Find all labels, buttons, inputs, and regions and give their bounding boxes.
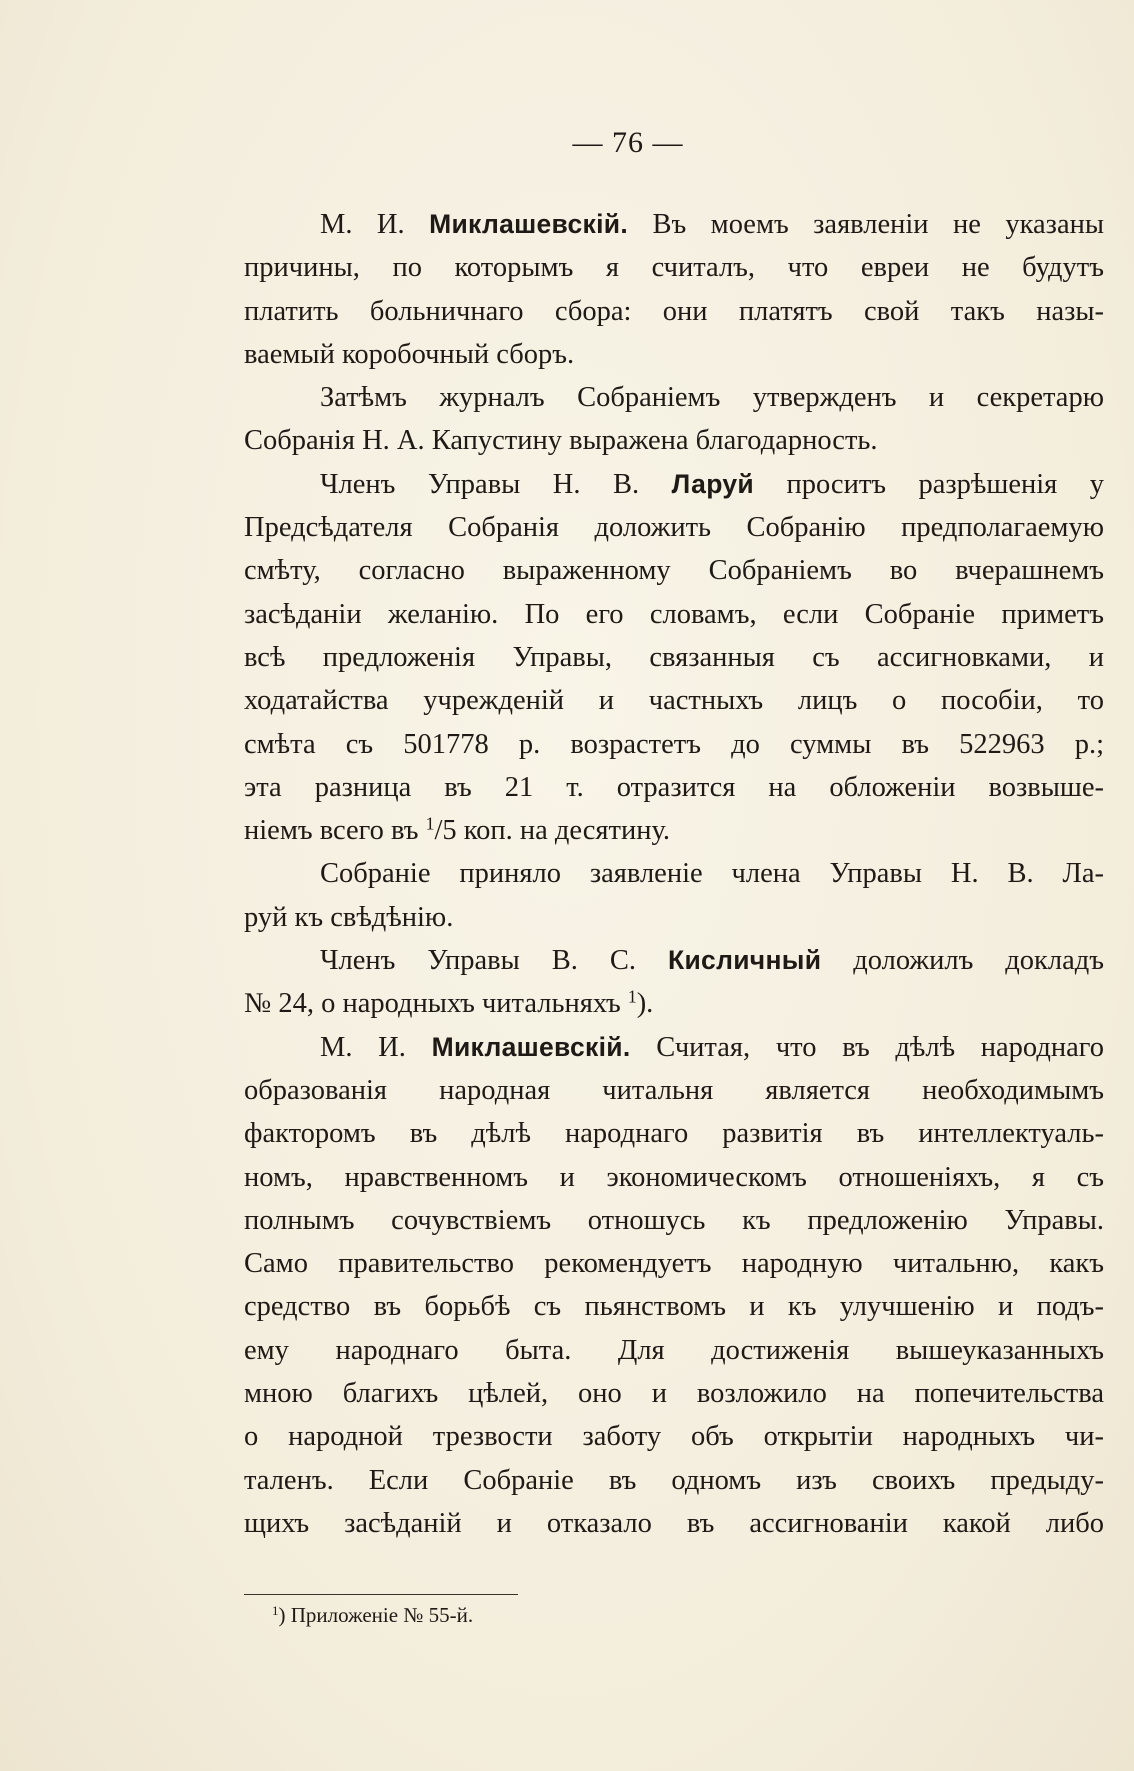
- speaker-name: Ларуй: [671, 468, 754, 499]
- text-line: причины, по которымъ я считалъ, что евреи не будутъ: [244, 252, 1104, 284]
- body-text: [244, 203, 1104, 1545]
- text-line: Собранія Н. А. Капустину выражена благодарность.: [244, 425, 878, 457]
- fraction: $^1$/5: [425, 813, 457, 847]
- text-line: М. И. Миклашевскій. Считая, что въ дѣлѣ народнаго: [320, 1031, 1104, 1063]
- text-line: ваемый коробочный сборъ.: [244, 338, 575, 370]
- text-line: Членъ Управы Н. В. Ларуй проситъ разрѣшенія у: [320, 468, 1105, 500]
- text-line: руй къ свѣдѣнію.: [244, 901, 454, 933]
- text-line: образованія народная читальня является необходимымъ: [244, 1074, 1104, 1106]
- text-line: Предсѣдателя Собранія доложить Собранію предполагаемую: [244, 512, 1104, 544]
- text-line: о народной трезвости заботу объ открытіи народныхъ чи-: [244, 1421, 1104, 1453]
- text-line: платить больничнаго сбора: они платятъ свой такъ назы-: [244, 295, 1104, 327]
- text-line: ему народнаго быта. Для достиженія вышеуказанныхъ: [244, 1334, 1104, 1366]
- footnote-mark: 1: [272, 1602, 279, 1618]
- footnote-reference: 1: [627, 986, 637, 1007]
- text-line: средство въ борьбѣ съ пьянствомъ и къ улучшенію и подъ-: [244, 1291, 1104, 1323]
- text-line: Собраніе приняло заявленіе члена Управы Н. В. Ла-: [320, 858, 1104, 890]
- text-line: таленъ. Если Собраніе въ одномъ изъ своихъ предыду-: [244, 1464, 1104, 1496]
- text-line: смѣту, согласно выраженному Собраніемъ во вчерашнемъ: [244, 555, 1104, 587]
- text-line: факторомъ въ дѣлѣ народнаго развитія въ интеллектуаль-: [244, 1118, 1104, 1150]
- speaker-name: Миклашевскій.: [431, 1031, 631, 1062]
- text-line: эта разница въ 21 т. отразится на обложеніи возвыше-: [244, 771, 1104, 803]
- footnote-divider: [244, 1594, 518, 1595]
- text-line: ніемъ всего въ $^1$/5 коп. на десятину.: [244, 813, 671, 847]
- text-line: Затѣмъ журналъ Собраніемъ утвержденъ и секретарю: [320, 382, 1104, 414]
- text-line: засѣданіи желанію. По его словамъ, если Собраніе приметъ: [244, 598, 1104, 630]
- text-line: Само правительство рекомендуетъ народную читальню, какъ: [244, 1248, 1104, 1280]
- text-line: ходатайства учрежденій и частныхъ лицъ о пособіи, то: [244, 685, 1104, 717]
- text-line: мною благихъ цѣлей, оно и возложило на попечительства: [244, 1378, 1104, 1410]
- speaker-name: Кисличный: [667, 945, 822, 976]
- text-line: Членъ Управы В. С. Кисличный доложилъ докладъ: [320, 945, 1104, 977]
- text-line: М. И. Миклашевскій. Въ моемъ заявленіи не указаны: [320, 209, 1104, 240]
- text-line: всѣ предложенія Управы, связанныя съ ассигновками, и: [244, 641, 1104, 673]
- text-line: № 24, о народныхъ читальняхъ $^1$).: [244, 986, 654, 1020]
- footnote: $^1$) Приложеніе № 55-й.: [272, 1602, 474, 1627]
- text-line: номъ, нравственномъ и экономическомъ отношеніяхъ, я съ: [244, 1161, 1104, 1193]
- page-number: — 76 —: [572, 126, 684, 159]
- text-line: щихъ засѣданій и отказало въ ассигнованіи какой либо: [244, 1507, 1104, 1539]
- speaker-name: Миклашевскій.: [429, 209, 628, 239]
- text-line: смѣта съ 501778 р. возрастетъ до суммы въ 522963 р.;: [244, 728, 1104, 760]
- text-line: полнымъ сочувствіемъ отношусь къ предложенію Управы.: [244, 1204, 1104, 1236]
